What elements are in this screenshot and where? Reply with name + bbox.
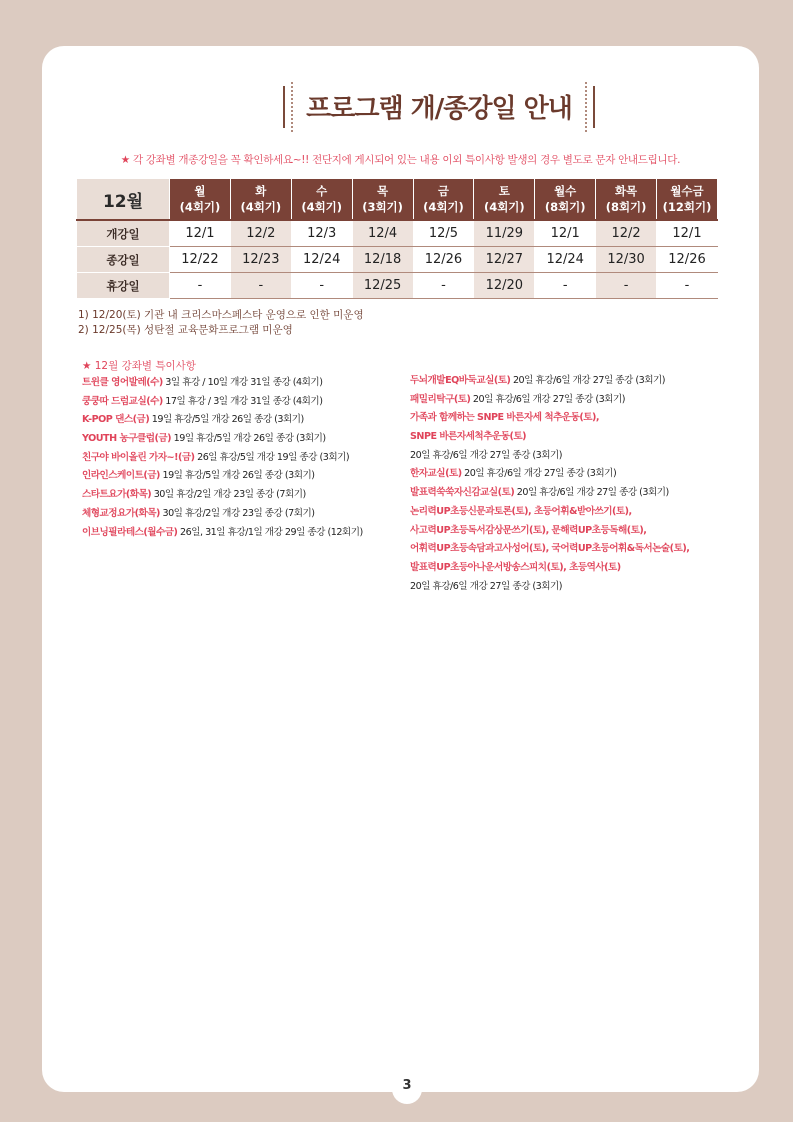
list-item: 한자교실(토) 20일 휴강/6일 개강 27일 종강 (3회기) [410,468,617,480]
table-cell: 12/3 [291,220,352,247]
list-item: 패밀리탁구(토) 20일 휴강/6일 개강 27일 종강 (3회기) [410,393,625,405]
table-row [77,247,718,273]
table-cell: - [170,273,231,299]
list-item: 발표력쑥쑥자신감교실(토) 20일 휴강/6일 개강 27일 종강 (3회기) [410,487,669,499]
table-cell: 12/25 [352,273,413,299]
list-item: 두뇌개발EQ바둑교실(토) 20일 휴강/6일 개강 27일 종강 (3회기) [410,375,665,386]
page-number: 3 [392,1074,422,1104]
list-item: 20일 휴강/6일 개강 27일 종강 (3회기) [410,580,563,592]
title-dots-left [291,82,295,132]
header-cell: 화목 (8회기) [596,179,657,221]
table-cell: - [535,273,596,299]
schedule-table [76,178,718,299]
list-item: 논리력UP초등신문과토론(토), 초등어휘&받아쓰기(토), [410,505,632,517]
header-row [77,179,718,221]
special-notes-right [410,372,689,596]
table-cell: 12/5 [413,220,474,247]
special-notes-left [82,374,363,542]
title-bar-left [283,86,285,128]
special-notes-title: ★ 12월 강좌별 특이사항 [82,360,196,372]
title-frame [283,82,595,132]
header-cell: 수 (4회기) [291,179,352,221]
row-label: 종강일 [77,247,170,273]
table-cell: 12/2 [230,220,291,247]
list-item: YOUTH 농구클럽(금) 19일 휴강/5일 개강 26일 종강 (3회기) [82,433,326,445]
table-cell: 12/30 [596,247,657,273]
table-cell: 12/1 [170,220,231,247]
table-cell: 12/26 [657,247,718,273]
list-item: 이브닝필라테스(월수금) 26일, 31일 휴강/1일 개강 29일 종강 (12회기) [82,526,363,538]
list-item: 사고력UP초등독서감상문쓰기(토), 문해력UP초등독해(토), [410,524,647,536]
header-cell: 토 (4회기) [474,179,535,221]
header-cell: 월수 (8회기) [535,179,596,221]
table-cell: 12/24 [291,247,352,273]
row-label: 휴강일 [77,273,170,299]
table-cell: 12/18 [352,247,413,273]
header-cell: 목 (3회기) [352,179,413,221]
header-cell: 화 (4회기) [230,179,291,221]
table-cell: 12/27 [474,247,535,273]
list-item: 스타트요가(화목) 30일 휴강/2일 개강 23일 종강 (7회기) [82,489,306,501]
header-cell: 월수금 (12회기) [657,179,718,221]
table-row [77,220,718,247]
title-bar-right [593,86,595,128]
table-cell: - [230,273,291,299]
list-item: 어휘력UP초등속담과고사성어(토), 국어력UP초등어휘&독서논술(토), [410,543,690,555]
table-row [77,273,718,299]
list-item: 인라인스케이트(금) 19일 휴강/5일 개강 26일 종강 (3회기) [82,470,315,482]
page-sheet [42,46,759,1092]
table-cell: 11/29 [474,220,535,247]
table-cell: - [596,273,657,299]
note-item: 1) 12/20(토) 기관 내 크리스마스페스타 운영으로 인한 미운영 [78,309,364,321]
list-item: 트윈클 영어발레(수) 3일 휴강 / 10일 개강 31일 종강 (4회기) [82,377,323,388]
notes-list [78,308,364,338]
notice-text: ★ 각 강좌별 개종강일을 꼭 확인하세요~!! 전단지에 게시되어 있는 내용 이외 특이사항 발생의 경우 별도로 문자 안내드립니다. [120,154,681,166]
title-dots-right [583,82,587,132]
list-item: 쿵쿵따 드럼교실(수) 17일 휴강 / 3일 개강 31일 종강 (4회기) [82,395,323,407]
table-cell: 12/4 [352,220,413,247]
table-cell: 12/23 [230,247,291,273]
table-cell: 12/1 [657,220,718,247]
list-item: 가족과 함께하는 SNPE 바른자세 척추운동(토), [410,412,600,424]
row-label: 개강일 [77,220,170,247]
list-item: 발표력UP초등아나운서방송스피치(토), 초등역사(토) [410,561,621,573]
page-title: 프로그램 개/종강일 안내 [306,94,572,124]
header-cell: 월 (4회기) [170,179,231,221]
header-cell: 금 (4회기) [413,179,474,221]
list-item: K-POP 댄스(금) 19일 휴강/5일 개강 26일 종강 (3회기) [82,414,304,426]
table-cell: - [657,273,718,299]
table-cell: 12/24 [535,247,596,273]
table-cell: - [291,273,352,299]
table-cell: - [413,273,474,299]
table-cell: 12/1 [535,220,596,247]
table-cell: 12/22 [170,247,231,273]
note-item: 2) 12/25(목) 성탄절 교육문화프로그램 미운영 [78,324,293,336]
list-item: 체형교정요가(화목) 30일 휴강/2일 개강 23일 종강 (7회기) [82,507,315,519]
month-label: 12월 [77,179,170,221]
table-cell: 12/2 [596,220,657,247]
table-cell: 12/20 [474,273,535,299]
list-item: SNPE 바른자세척추운동(토) [410,431,527,443]
list-item: 20일 휴강/6일 개강 27일 종강 (3회기) [410,449,563,461]
list-item: 친구야 바이올린 가자~!(금) 26일 휴강/5일 개강 19일 종강 (3회기) [82,451,350,463]
table-cell: 12/26 [413,247,474,273]
